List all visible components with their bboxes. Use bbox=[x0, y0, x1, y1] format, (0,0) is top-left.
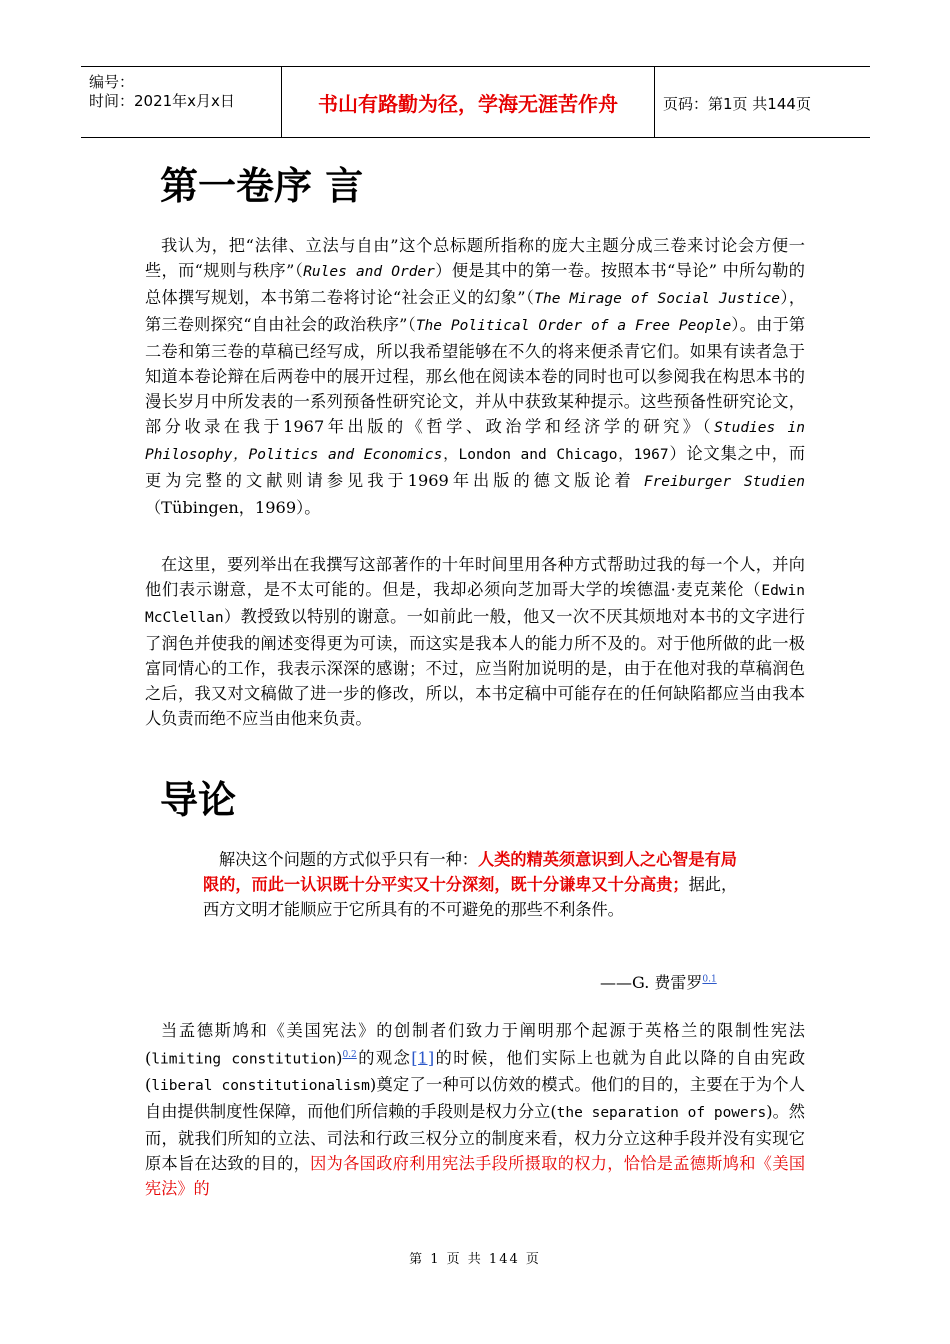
page-footer: 第 1 页 共 144 页 bbox=[409, 1252, 541, 1267]
epigraph-attribution: ——G. 费雷罗$^{0.1}$ bbox=[600, 973, 717, 992]
preface-paragraph-1: 我认为，把“法律、立法与自由”这个总标题所指称的庞大主题分成三卷来讨论会方便一些，而“规则与秩序”（Rules and Order）便是其中的第一卷。按照本书“导论” 中所勾勒的总体撰写规划，本书第二卷将讨论“社会正义的幻象”（The Mirage of Social Justice），第三卷则探究“自由社会的政治秩序”（The Political Order of a Free People）。由于第二卷和第三卷的草稿已经写成，所以我希望能够在不久的将来便杀青它们。如果有读者急于知道本卷论辩在后两卷中的展开过程，那幺他在阅读本卷的同时也可以参阅我在构思本书的漫长岁月中所发表的一系列预备性研究论文，并从中获致某种提示。这些预备性研究论文，部分收录在我于1967年出版的《哲学、政治学和经济学的研究》（Studies in Philosophy，Politics and Economics，London and Chicago，1967）论文集之中，而更为完整的文献则请参见我于1969年出版的德文版论着 Freiburger Studien（Tübingen，1969）。 bbox=[145, 236, 806, 517]
doc-number-label: 编号： bbox=[89, 73, 135, 91]
page-header bbox=[81, 66, 870, 138]
epigraph-highlight: 人类的精英须意识到人之心智是有局限的，而此一认识既十分平实又十分深刻，既十分谦卑又十分高贵； bbox=[203, 850, 737, 894]
footnote-link-0-2[interactable]: 0.2 bbox=[342, 1050, 357, 1060]
preface-title: 第一卷序 言 bbox=[160, 163, 364, 208]
header-page-info: 页码：第1页 共144页 bbox=[663, 95, 811, 113]
epigraph-quote: 解决这个问题的方式似乎只有一种：人类的精英须意识到人之心智是有局限的，而此一认识既十分平实又十分深刻，既十分谦卑又十分高贵；据此，西方文明才能顺应于它所具有的不可避免的那些不利条件。 bbox=[203, 850, 738, 919]
header-motto: 书山有路勤为径，学海无涯苦作舟 bbox=[281, 67, 655, 137]
doc-date-label: 时间：2021年x月x日 bbox=[89, 92, 235, 110]
intro-paragraph-1: 当孟德斯鸠和《美国宪法》的创制者们致力于阐明那个起源于英格兰的限制性宪法(limiting constitution)$^{0.2}$的观念[1]的时候，他们实际上也就为自此以降的自由宪政(liberal constitutionalism)奠定了一种可以仿效的模式。他们的目的，主要在于为个人自由提供制度性保障，而他们所信赖的手段则是权力分立(the separation of powers)。然而，就我们所知的立法、司法和行政三权分立的制度来看，权力分立这种手段并没有实现它原本旨在达致的目的，因为各国政府利用宪法手段所摄取的权力，恰恰是孟德斯鸠和《美国宪法》的 bbox=[145, 1021, 806, 1199]
reference-link-1[interactable]: [1] bbox=[411, 1048, 435, 1068]
footnote-link-0-1[interactable]: 0.1 bbox=[702, 974, 717, 985]
intro-title: 导论 bbox=[160, 777, 237, 822]
preface-paragraph-2: 在这里，要列举出在我撰写这部著作的十年时间里用各种方式帮助过我的每一个人，并向他们表示谢意，是不太可能的。但是，我却必须向芝加哥大学的埃德温·麦克莱伦（Edwin McClellan）教授致以特别的谢意。一如前此一般，他又一次不厌其烦地对本书的文字进行了润色并使我的阐述变得更为可读，而这实是我本人的能力所不及的。对于他所做的此一极富同情心的工作，我表示深深的感谢；不过，应当附加说明的是，由于在他对我的草稿润色之后，我又对文稿做了进一步的修改，所以，本书定稿中可能存在的任何缺陷都应当由我本人负责而绝不应当由他来负责。 bbox=[145, 555, 805, 728]
header-meta bbox=[89, 73, 279, 111]
intro-highlight: 因为各国政府利用宪法手段所摄取的权力，恰恰是孟德斯鸠和《美国宪法》的 bbox=[145, 1154, 806, 1199]
